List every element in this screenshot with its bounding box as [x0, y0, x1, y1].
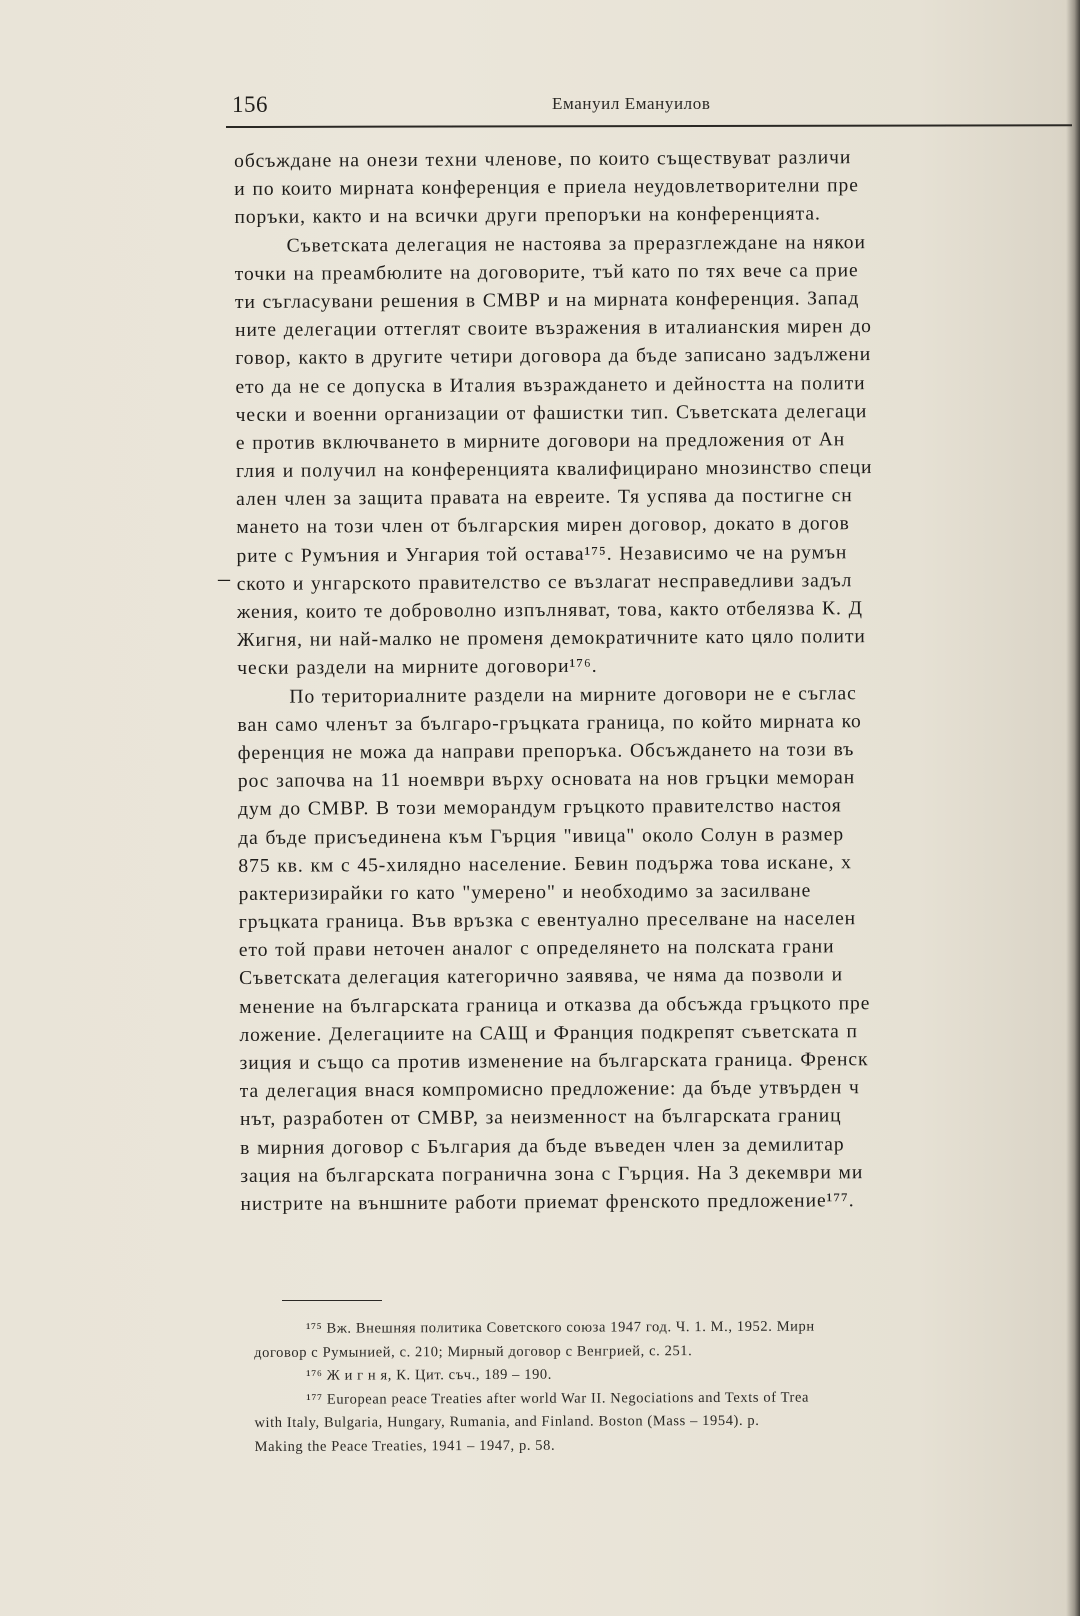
body-text	[234, 143, 1077, 1219]
text-line: обсъждане на онези техни членове, по които съществуват различи	[234, 147, 852, 172]
page-header	[232, 88, 1072, 128]
text-line: чески и военни организации от фашистки тип. Съветската делегаци	[235, 400, 868, 426]
text-line: е против включването в мирните договори на предложения от Ан	[235, 429, 846, 454]
text-line: Съветската делегация категорично заявява, че няма да позволи и	[239, 964, 844, 990]
text-line: Жигня, ни най-малко не променя демократичните като цяло полити	[236, 626, 866, 652]
footnote-176: ¹⁷⁶ Ж и г н я, К. Цит. съч., 189 – 190.	[306, 1366, 553, 1384]
footnote-175-cont: договор с Румынией, с. 210; Мирный договор с Венгрией, с. 251.	[254, 1342, 693, 1361]
text-line: ните делегации оттеглят своите възражения в италианския мирен до	[235, 316, 872, 342]
text-line: ален член за защита правата на евреите. Тя успява да постигне сн	[236, 485, 853, 511]
text-line: жения, които те доброволно изпълняват, това, както отбелязва К. Д	[236, 598, 863, 623]
text-line: да бъде присъединена към Гърция "ивица" около Солун в размер	[238, 823, 845, 849]
text-line: ето той прави неточен аналог с определянето на полската грани	[238, 936, 835, 962]
text-line: глия и получил на конференцията квалифицирано мнозинство специ	[235, 457, 873, 483]
text-line: ложение. Делегациите на САЩ и Франция подкрепят съветската п	[239, 1021, 858, 1046]
margin-mark: –	[218, 566, 230, 592]
text-line: рите с Румъния и Унгария той остава¹⁷⁵. Независимо че на румън	[236, 541, 848, 567]
text-line: рактеризирайки го като "умерено" и необходимо за засилване	[238, 880, 812, 905]
text-line: поръки, както и на всички други препоръки на конференцията.	[234, 203, 821, 229]
text-line: ето да не се допуска в Италия възраждането и дейността на полити	[235, 372, 866, 398]
paragraph-start-line: Съветската делегация не настоява за преразглеждане на някои	[286, 231, 866, 257]
text-line: гръцката граница. Във връзка с евентуално преселване на населен	[238, 908, 857, 934]
text-line: 875 кв. км с 45-хилядно население. Бевин подържа това искане, х	[238, 851, 852, 877]
text-line: чески раздели на мирните договори¹⁷⁶.	[237, 656, 598, 680]
text-line: менение на българската граница и отказва да обсъжда гръцкото пре	[239, 992, 871, 1018]
text-line: дум до СМВР. В този меморандум гръцкото правителство настоя	[237, 795, 842, 821]
footnote-177-cont: Making the Peace Treaties, 1941 – 1947, p. 58.	[254, 1437, 556, 1455]
footnotes	[254, 1314, 1075, 1459]
text-line: ти съгласувани решения в СМВР и на мирната конференция. Запад	[234, 288, 860, 313]
text-line: нистрите на външните работи приемат френското предложение¹⁷⁷.	[240, 1190, 855, 1215]
text-line: та делегация внася компромисно предложение: да бъде утвърден ч	[239, 1077, 860, 1103]
text-line: ван само членът за българо-гръцката граница, по който мирната ко	[237, 710, 862, 736]
text-line: рос започва на 11 ноември върху основата на нов гръцки меморан	[237, 767, 856, 793]
text-line: ференция не можа да направи препоръка. Обсъждането на този въ	[237, 739, 855, 764]
paragraph-start-line: По териториалните раздели на мирните договори не е съглас	[289, 682, 857, 708]
page-edge-shadow	[1066, 0, 1080, 1616]
running-head: Емануил Емануилов	[552, 94, 711, 113]
footnote-177: ¹⁷⁷ European peace Treaties after world War II. Negociations and Texts of Trea	[306, 1389, 810, 1408]
footnote-177-cont: with Italy, Bulgaria, Hungary, Rumania, and Finland. Boston (Mass – 1954). p.	[254, 1412, 760, 1431]
footnote-rule	[282, 1300, 382, 1301]
text-line: в мирния договор с България да бъде въведен член за демилитар	[240, 1133, 845, 1159]
text-line: и по които мирната конференция е приела неудовлетворителни пре	[234, 175, 859, 201]
footnote-175: ¹⁷⁵ Вж. Внешняя политика Советского союза 1947 год. Ч. 1. М., 1952. Мирн	[306, 1318, 815, 1337]
text-line: точки на преамбюлите на договорите, тъй като по тях вече са прие	[234, 259, 859, 285]
text-line: мането на този член от българския мирен договор, докато в догов	[236, 513, 850, 539]
text-line: говор, както в другите четири договора да бъде записано задължени	[235, 344, 872, 370]
page-number: 156	[232, 92, 268, 117]
text-line: нът, разработен от СМВР, за неизменност на българската границ	[239, 1105, 842, 1131]
text-line: ското и унгарското правителство се възлагат несправедливи задъл	[236, 570, 853, 595]
text-line: зация на българската погранична зона с Гърция. На 3 декември ми	[240, 1161, 864, 1187]
text-line: зиция и също са против изменение на българската граница. Френск	[239, 1049, 869, 1074]
